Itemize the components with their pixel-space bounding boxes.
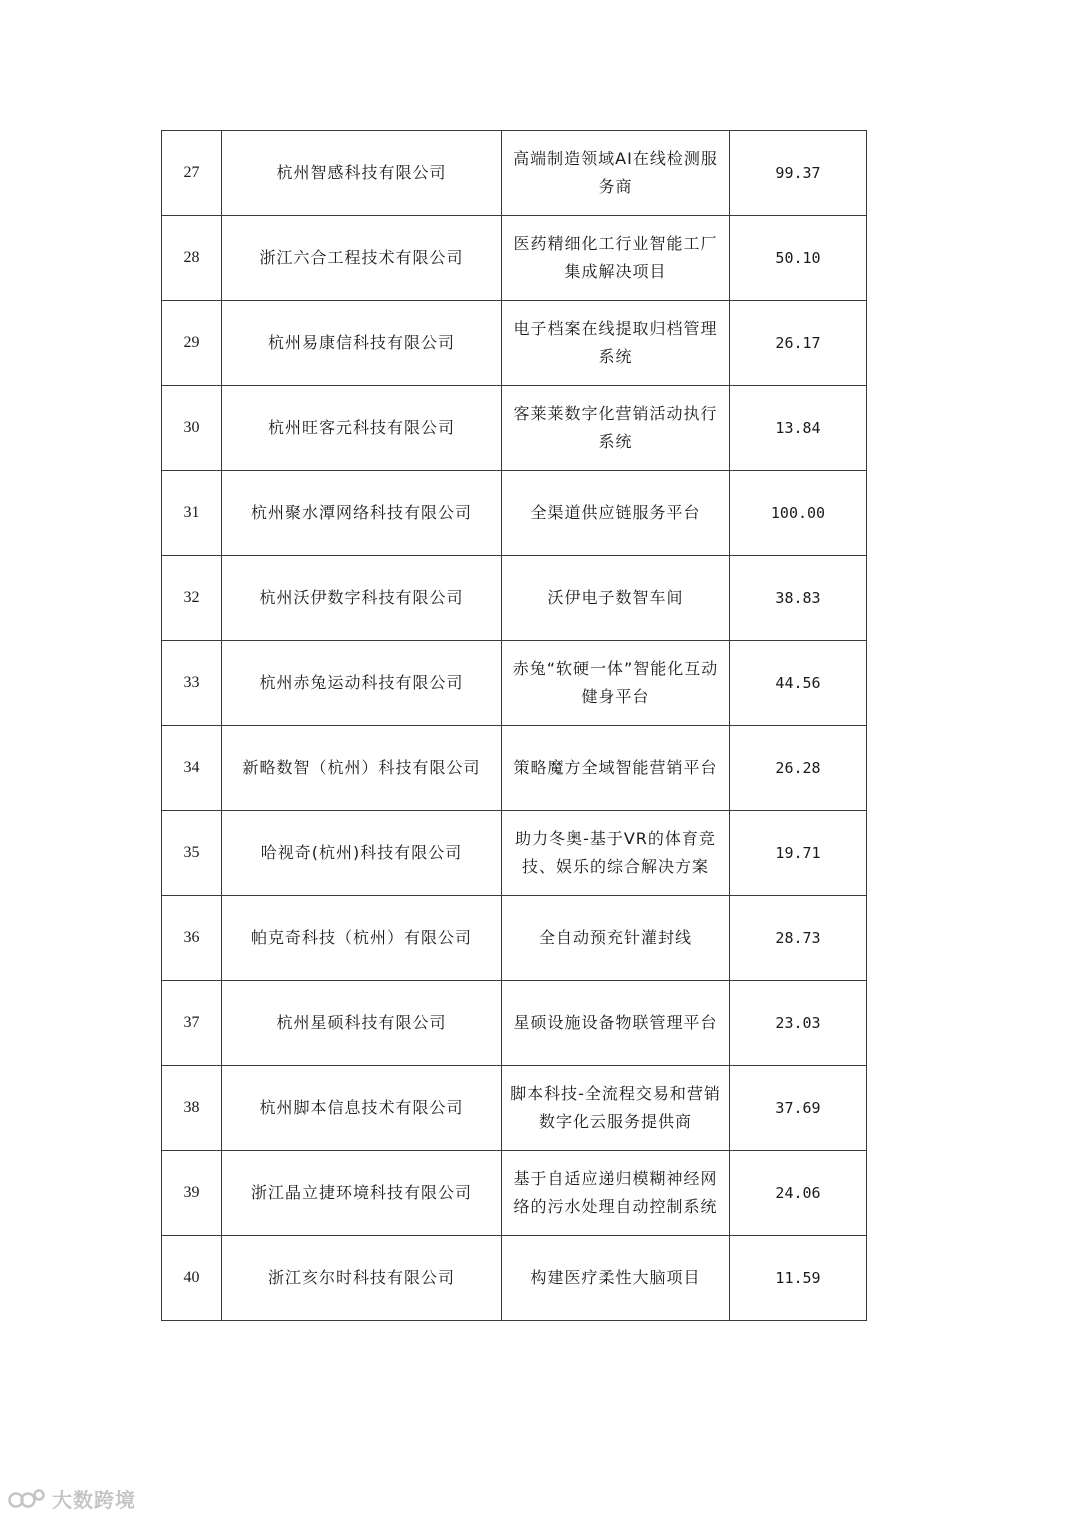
company-name-cell: 新略数智（杭州）科技有限公司 xyxy=(222,726,502,811)
watermark xyxy=(8,1484,136,1513)
project-name-cell: 全渠道供应链服务平台 xyxy=(502,471,730,556)
row-index-cell: 33 xyxy=(162,641,222,726)
amount-cell: 100.00 xyxy=(730,471,867,556)
company-name-cell: 浙江亥尔时科技有限公司 xyxy=(222,1236,502,1321)
amount-cell: 38.83 xyxy=(730,556,867,641)
row-index-cell: 27 xyxy=(162,131,222,216)
amount-cell: 23.03 xyxy=(730,981,867,1066)
company-name-cell: 杭州脚本信息技术有限公司 xyxy=(222,1066,502,1151)
company-name-cell: 杭州聚水潭网络科技有限公司 xyxy=(222,471,502,556)
table-body xyxy=(162,131,867,1321)
watermark-text: 大数跨境 xyxy=(52,1488,136,1512)
row-index-cell: 36 xyxy=(162,896,222,981)
table-row xyxy=(162,896,867,981)
table-row xyxy=(162,981,867,1066)
row-index-cell: 35 xyxy=(162,811,222,896)
table-row xyxy=(162,471,867,556)
row-index-cell: 29 xyxy=(162,301,222,386)
row-index-cell: 28 xyxy=(162,216,222,301)
amount-cell: 37.69 xyxy=(730,1066,867,1151)
table-row xyxy=(162,216,867,301)
row-index-cell: 39 xyxy=(162,1151,222,1236)
table-row xyxy=(162,1151,867,1236)
data-table xyxy=(161,130,867,1321)
amount-cell: 26.17 xyxy=(730,301,867,386)
project-name-cell: 策略魔方全域智能营销平台 xyxy=(502,726,730,811)
row-index-cell: 38 xyxy=(162,1066,222,1151)
amount-cell: 13.84 xyxy=(730,386,867,471)
row-index-cell: 37 xyxy=(162,981,222,1066)
project-name-cell: 医药精细化工行业智能工厂集成解决项目 xyxy=(502,216,730,301)
row-index-cell: 34 xyxy=(162,726,222,811)
company-name-cell: 浙江晶立捷环境科技有限公司 xyxy=(222,1151,502,1236)
project-name-cell: 电子档案在线提取归档管理系统 xyxy=(502,301,730,386)
company-name-cell: 杭州易康信科技有限公司 xyxy=(222,301,502,386)
project-name-cell: 助力冬奥-基于VR的体育竞技、娱乐的综合解决方案 xyxy=(502,811,730,896)
project-name-cell: 星硕设施设备物联管理平台 xyxy=(502,981,730,1066)
amount-cell: 50.10 xyxy=(730,216,867,301)
company-name-cell: 杭州星硕科技有限公司 xyxy=(222,981,502,1066)
brand-logo-icon xyxy=(8,1486,46,1512)
amount-cell: 44.56 xyxy=(730,641,867,726)
row-index-cell: 32 xyxy=(162,556,222,641)
project-name-cell: 构建医疗柔性大脑项目 xyxy=(502,1236,730,1321)
table-row xyxy=(162,641,867,726)
project-name-cell: 基于自适应递归模糊神经网络的污水处理自动控制系统 xyxy=(502,1151,730,1236)
amount-cell: 28.73 xyxy=(730,896,867,981)
company-name-cell: 帕克奇科技（杭州）有限公司 xyxy=(222,896,502,981)
row-index-cell: 40 xyxy=(162,1236,222,1321)
table-row xyxy=(162,811,867,896)
amount-cell: 19.71 xyxy=(730,811,867,896)
table-row xyxy=(162,556,867,641)
amount-cell: 99.37 xyxy=(730,131,867,216)
company-name-cell: 杭州智感科技有限公司 xyxy=(222,131,502,216)
company-name-cell: 杭州赤兔运动科技有限公司 xyxy=(222,641,502,726)
row-index-cell: 30 xyxy=(162,386,222,471)
project-name-cell: 沃伊电子数智车间 xyxy=(502,556,730,641)
company-name-cell: 杭州沃伊数字科技有限公司 xyxy=(222,556,502,641)
company-name-cell: 杭州旺客元科技有限公司 xyxy=(222,386,502,471)
project-name-cell: 全自动预充针灌封线 xyxy=(502,896,730,981)
project-name-cell: 赤兔“软硬一体”智能化互动健身平台 xyxy=(502,641,730,726)
company-name-cell: 哈视奇(杭州)科技有限公司 xyxy=(222,811,502,896)
project-name-cell: 高端制造领域AI在线检测服务商 xyxy=(502,131,730,216)
company-name-cell: 浙江六合工程技术有限公司 xyxy=(222,216,502,301)
row-index-cell: 31 xyxy=(162,471,222,556)
table-row xyxy=(162,301,867,386)
amount-cell: 24.06 xyxy=(730,1151,867,1236)
project-name-cell: 客莱莱数字化营销活动执行系统 xyxy=(502,386,730,471)
amount-cell: 11.59 xyxy=(730,1236,867,1321)
table-row xyxy=(162,131,867,216)
table-row xyxy=(162,1066,867,1151)
table-row xyxy=(162,1236,867,1321)
amount-cell: 26.28 xyxy=(730,726,867,811)
table-row xyxy=(162,386,867,471)
project-name-cell: 脚本科技-全流程交易和营销数字化云服务提供商 xyxy=(502,1066,730,1151)
table-row xyxy=(162,726,867,811)
